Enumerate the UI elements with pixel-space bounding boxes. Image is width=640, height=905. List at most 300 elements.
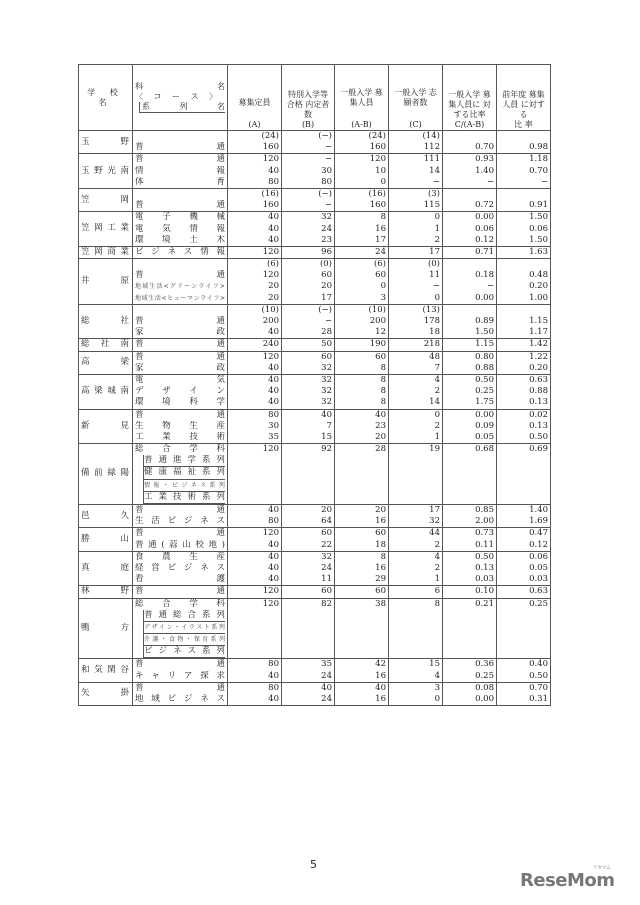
course-char: 農 <box>162 551 171 562</box>
capacity-value: 40 <box>268 505 279 516</box>
course-name <box>135 386 225 397</box>
course-char: ス <box>196 623 203 631</box>
capacity-value: 35 <box>268 431 279 442</box>
course-char: ジ <box>183 516 193 527</box>
course-name <box>143 634 225 646</box>
course-char: 体 <box>135 176 144 187</box>
school-row <box>79 351 551 374</box>
prev-ratio-cell <box>497 154 551 189</box>
general-cell <box>335 304 389 339</box>
course-char: 普 <box>135 316 144 327</box>
course-char: 通 <box>216 528 225 539</box>
prev-ratio-value: 1.50 <box>529 212 548 223</box>
course-char: ザ <box>162 386 171 397</box>
header-series-mid: 列 <box>179 102 188 111</box>
header-series-label: 系 <box>142 102 150 111</box>
special-cell <box>282 586 335 598</box>
course-char: フ <box>212 283 219 291</box>
ratio-value: 1.75 <box>475 397 494 408</box>
school-row <box>79 444 551 505</box>
capacity-value: 120 <box>262 154 279 165</box>
course-name <box>135 166 225 177</box>
course-name <box>135 671 225 682</box>
capacity-value: 40 <box>268 694 279 705</box>
course-char: 活 <box>154 294 161 302</box>
course-cell <box>133 551 228 586</box>
special-cell <box>282 528 335 551</box>
course-char: グ <box>169 283 176 291</box>
prev-ratio-value <box>499 621 548 632</box>
school-name-cell <box>79 259 133 305</box>
applicants-value: 2 <box>434 539 440 550</box>
course-name <box>135 281 225 292</box>
school-name: 和気閑谷 <box>81 665 130 676</box>
applicants-cell <box>389 351 443 374</box>
course-char: ア <box>183 670 193 681</box>
general-value: (16) <box>368 188 386 199</box>
course-char: 術 <box>187 491 196 502</box>
capacity-cell <box>228 246 282 258</box>
course-char: 系 <box>209 481 216 489</box>
special-value: 28 <box>321 327 332 338</box>
prev-ratio-value: 1.50 <box>529 234 548 245</box>
course-char: 看 <box>135 574 144 585</box>
prev-ratio-value: 0.69 <box>529 444 548 455</box>
course-char: 普 <box>135 200 144 211</box>
special-cell <box>282 682 335 705</box>
school-row <box>79 528 551 551</box>
special-value: 20 <box>321 281 332 292</box>
capacity-value: 120 <box>262 444 279 455</box>
school-row <box>79 212 551 247</box>
course-name <box>135 574 225 585</box>
applicants-value <box>391 632 440 643</box>
course-char: ト <box>203 623 210 631</box>
ratio-value <box>445 189 494 200</box>
ratio-value: 0.36 <box>475 659 494 670</box>
prev-ratio-value: 0.20 <box>529 362 548 373</box>
course-name <box>143 492 225 504</box>
prev-ratio-value: 1.18 <box>529 154 548 165</box>
ratio-value: 1.40 <box>475 165 494 176</box>
special-value: 32 <box>321 397 332 408</box>
course-char: 子 <box>162 212 171 223</box>
applicants-value: 14 <box>429 165 440 176</box>
special-cell <box>282 131 335 154</box>
course-char: ラ <box>200 294 207 302</box>
course-char: 列 <box>218 481 225 489</box>
capacity-value: 80 <box>268 176 279 187</box>
course-char: 普 <box>135 351 144 362</box>
course-char: ネ <box>190 481 197 489</box>
capacity-value: 20 <box>268 281 279 292</box>
prev-ratio-value: 0.50 <box>529 670 548 681</box>
capacity-value: 40 <box>268 670 279 681</box>
course-name <box>135 200 225 211</box>
prev-ratio-cell <box>497 339 551 351</box>
course-char: 通 <box>216 316 225 327</box>
course-char: 進 <box>172 455 182 466</box>
course-char: 情 <box>135 165 144 176</box>
course-cell <box>133 374 228 409</box>
school-name-cell <box>79 528 133 551</box>
special-value: 60 <box>321 528 332 539</box>
capacity-value: 120 <box>262 586 279 597</box>
course-char: ネ <box>200 694 209 705</box>
ratio-value <box>445 466 494 477</box>
ratio-value: 0.50 <box>475 374 494 385</box>
prev-ratio-cell <box>497 659 551 682</box>
prev-ratio-value: 1.22 <box>529 351 548 362</box>
applicants-value: 1 <box>434 431 440 442</box>
prev-ratio-cell <box>497 682 551 705</box>
course-cell <box>133 339 228 351</box>
capacity-value <box>230 466 279 477</box>
special-value: 24 <box>321 562 332 573</box>
ratio-value: 1.50 <box>475 327 494 338</box>
general-value: 160 <box>369 200 386 211</box>
school-name: 邑久 <box>81 510 130 521</box>
course-char: ・ <box>185 636 192 644</box>
capacity-value: (16) <box>261 188 279 199</box>
special-cell <box>282 246 335 258</box>
course-char: ザ <box>151 623 158 631</box>
course-char: 械 <box>216 212 225 223</box>
special-cell <box>282 351 335 374</box>
course-char: 祉 <box>187 467 196 478</box>
general-value: (10) <box>368 304 386 315</box>
applicants-value: (13) <box>422 304 440 315</box>
capacity-cell <box>228 259 282 305</box>
course-char: 電 <box>135 374 144 385</box>
applicants-value: (0) <box>427 259 440 270</box>
header-general <box>335 65 389 131</box>
ratio-value: 0.03 <box>475 574 494 585</box>
prev-ratio-value <box>499 455 548 466</box>
general-value: 0 <box>380 281 386 292</box>
special-cell <box>282 409 335 444</box>
course-name <box>135 270 225 281</box>
course-char: 系 <box>201 455 211 466</box>
course-char: リ <box>167 670 177 681</box>
ratio-value: 0.88 <box>475 362 494 373</box>
capacity-cell <box>228 339 282 351</box>
course-char: 普 <box>135 409 144 420</box>
course-name <box>135 247 225 258</box>
course-char: 物 <box>177 636 184 644</box>
prev-ratio-value <box>499 305 548 316</box>
course-char: マ <box>186 294 193 302</box>
ratio-value <box>445 131 494 142</box>
course-cell <box>133 586 228 598</box>
header-prev-sub: 比 率 <box>514 120 533 129</box>
applicants-value: 18 <box>429 327 440 338</box>
special-cell <box>282 154 335 189</box>
school-name-cell <box>79 682 133 705</box>
course-char: ー <box>184 283 191 291</box>
course-char: キ <box>135 670 144 681</box>
school-row <box>79 131 551 154</box>
course-name <box>135 683 225 694</box>
prev-ratio-value: 0.13 <box>529 420 548 431</box>
ratio-cell <box>443 339 497 351</box>
school-name-cell <box>79 351 133 374</box>
course-cell <box>133 528 228 551</box>
course-cell <box>133 304 228 339</box>
capacity-value <box>230 632 279 643</box>
prev-ratio-cell <box>497 444 551 505</box>
capacity-value: 40 <box>268 574 279 585</box>
special-value: − <box>324 200 332 211</box>
course-char: ネ <box>200 562 209 573</box>
school-name-cell <box>79 444 133 505</box>
general-value: (6) <box>373 259 386 270</box>
course-name <box>135 339 225 350</box>
applicants-value: 178 <box>423 316 440 327</box>
prev-ratio-value: 0.06 <box>529 223 548 234</box>
general-value: 16 <box>375 562 386 573</box>
applicants-value: 3 <box>434 682 440 693</box>
header-special <box>282 65 335 131</box>
capacity-cell <box>228 586 282 598</box>
course-name <box>143 455 225 467</box>
prev-ratio-value: 0.02 <box>529 409 548 420</box>
course-char: 通 <box>216 659 225 670</box>
course-char: ネ <box>200 516 209 527</box>
course-char: 域 <box>151 694 160 705</box>
general-value <box>337 489 386 500</box>
special-value <box>284 643 332 654</box>
capacity-value: 240 <box>262 339 279 350</box>
school-name: 勝山 <box>81 533 130 544</box>
course-char: 育 <box>216 176 225 187</box>
prev-ratio-cell <box>497 551 551 586</box>
prev-ratio-value <box>499 189 548 200</box>
applicants-cell <box>389 505 443 528</box>
course-char: 合 <box>162 598 171 609</box>
special-value <box>284 632 332 643</box>
capacity-value: 120 <box>262 528 279 539</box>
header-row <box>79 65 551 131</box>
school-name-cell <box>79 374 133 409</box>
course-char: 校 <box>195 539 204 550</box>
course-char: 業 <box>162 431 171 442</box>
special-value: 64 <box>321 516 332 527</box>
course-cell <box>133 682 228 705</box>
general-value: 18 <box>375 539 386 550</box>
course-name <box>135 397 225 408</box>
header-ratio-sub: C/(A-B) <box>454 120 485 129</box>
header-ratio <box>443 65 497 131</box>
course-name <box>135 327 225 338</box>
course-name <box>135 352 225 363</box>
applicants-cell <box>389 551 443 586</box>
general-value: 16 <box>375 670 386 681</box>
special-value: 40 <box>321 682 332 693</box>
course-char: < <box>161 294 167 302</box>
course-char: ジ <box>183 694 193 705</box>
course-char: ャ <box>151 670 160 681</box>
course-name <box>135 659 225 670</box>
special-cell <box>282 259 335 305</box>
course-char: 普 <box>135 142 144 153</box>
applicants-value <box>391 643 440 654</box>
ratio-cell <box>443 154 497 189</box>
course-cell <box>133 212 228 247</box>
course-char: 通 <box>216 270 225 281</box>
course-char: 業 <box>158 491 167 502</box>
general-value: 8 <box>380 397 386 408</box>
capacity-cell <box>228 212 282 247</box>
prev-ratio-value: 0.12 <box>529 539 548 550</box>
course-char: 域 <box>141 294 148 302</box>
general-value: 23 <box>375 420 386 431</box>
course-char: 生 <box>135 516 144 527</box>
applicants-cell <box>389 304 443 339</box>
school-name: 笠岡商業 <box>81 246 130 257</box>
ratio-value: 0.68 <box>475 444 494 455</box>
special-value <box>284 489 332 500</box>
special-value: 17 <box>321 292 332 303</box>
applicants-value: 1 <box>434 223 440 234</box>
special-value: 40 <box>321 409 332 420</box>
school-name: 林野 <box>81 586 130 597</box>
course-name <box>135 563 225 574</box>
general-value: 8 <box>380 362 386 373</box>
course-name <box>135 363 225 374</box>
general-value: 12 <box>375 327 386 338</box>
ratio-value <box>445 621 494 632</box>
applicants-cell <box>389 444 443 505</box>
course-char: 普 <box>135 270 144 281</box>
course-char: 境 <box>162 234 171 245</box>
general-value: 10 <box>375 165 386 176</box>
course-name <box>135 528 225 539</box>
applicants-value: 1 <box>434 574 440 585</box>
school-name: 玉野光南 <box>81 165 130 176</box>
course-name <box>135 259 225 270</box>
general-value <box>337 632 386 643</box>
general-cell <box>335 659 389 682</box>
header-general-sub: (A-B) <box>351 120 372 129</box>
course-char: ビ <box>135 246 144 257</box>
applicants-cell <box>389 659 443 682</box>
school-row <box>79 659 551 682</box>
course-char: ー <box>180 294 187 302</box>
applicants-value: 4 <box>434 374 440 385</box>
course-name <box>135 540 225 551</box>
school-row <box>79 409 551 444</box>
course-char: ス <box>216 516 225 527</box>
course-char: 気 <box>216 374 225 385</box>
applicants-value: 112 <box>423 142 440 153</box>
capacity-value: 40 <box>268 223 279 234</box>
prev-ratio-cell <box>497 505 551 528</box>
course-char: 土 <box>189 234 198 245</box>
header-applicants <box>389 65 443 131</box>
course-char: 生 <box>148 294 155 302</box>
course-char: 地 <box>135 694 144 705</box>
general-value <box>337 621 386 632</box>
ratio-cell <box>443 374 497 409</box>
course-char: 普 <box>135 339 144 350</box>
logo-kana: リセマム <box>592 865 611 871</box>
course-char: < <box>163 283 169 291</box>
course-char: ・ <box>162 481 169 489</box>
course-name <box>135 505 225 516</box>
applicants-value: 2 <box>434 420 440 431</box>
special-cell <box>282 598 335 659</box>
ratio-value: 0.10 <box>475 586 494 597</box>
special-value <box>284 610 332 621</box>
general-value <box>337 466 386 477</box>
capacity-value: 120 <box>262 351 279 362</box>
general-cell <box>335 551 389 586</box>
course-char: 総 <box>172 609 182 620</box>
header-prev-label: 前年度 募集人員 に対する <box>502 90 545 119</box>
special-value: 24 <box>321 223 332 234</box>
school-name: 矢掛 <box>81 688 130 699</box>
course-char: 情 <box>144 481 151 489</box>
capacity-value: 120 <box>262 598 279 609</box>
course-char: ビ <box>144 646 153 657</box>
course-char: 求 <box>216 670 225 681</box>
capacity-value: 40 <box>268 362 279 373</box>
course-char: 産 <box>216 551 225 562</box>
prev-ratio-cell <box>497 351 551 374</box>
general-value: 120 <box>369 154 386 165</box>
school-row <box>79 188 551 211</box>
ratio-cell <box>443 444 497 505</box>
prev-ratio-value: 1.17 <box>529 327 548 338</box>
special-value: 92 <box>321 444 332 455</box>
course-char: 機 <box>189 212 198 223</box>
general-value: 160 <box>369 142 386 153</box>
prev-ratio-value <box>499 643 548 654</box>
ratio-value: − <box>486 176 494 187</box>
applicants-value: 0 <box>434 409 440 420</box>
school-name: 総社南 <box>81 339 130 350</box>
special-value: 20 <box>321 505 332 516</box>
school-name: 笠岡工業 <box>81 223 130 234</box>
course-char: ネ <box>167 246 177 257</box>
course-char: 電 <box>135 212 144 223</box>
course-char: 産 <box>216 420 225 431</box>
course-char: 活 <box>151 516 160 527</box>
general-value: 20 <box>375 505 386 516</box>
course-name <box>135 421 225 432</box>
course-char: ス <box>216 694 225 705</box>
prev-ratio-value: 0.20 <box>529 281 548 292</box>
ratio-value <box>445 455 494 466</box>
school-name-cell <box>79 505 133 528</box>
capacity-value <box>230 489 279 500</box>
ratio-value: 0.50 <box>475 551 494 562</box>
school-row <box>79 154 551 189</box>
general-value: 24 <box>375 246 386 257</box>
course-char: 報 <box>216 223 225 234</box>
course-char: 総 <box>135 598 144 609</box>
course-name <box>135 444 225 455</box>
ratio-value: 0.09 <box>475 420 494 431</box>
ratio-value: 0.18 <box>475 270 494 281</box>
ratio-value: 0.11 <box>475 539 494 550</box>
applicants-value: − <box>432 176 440 187</box>
course-char: > <box>219 283 225 291</box>
course-name <box>135 224 225 235</box>
page-number: 5 <box>310 858 317 871</box>
course-char: イ <box>158 623 165 631</box>
